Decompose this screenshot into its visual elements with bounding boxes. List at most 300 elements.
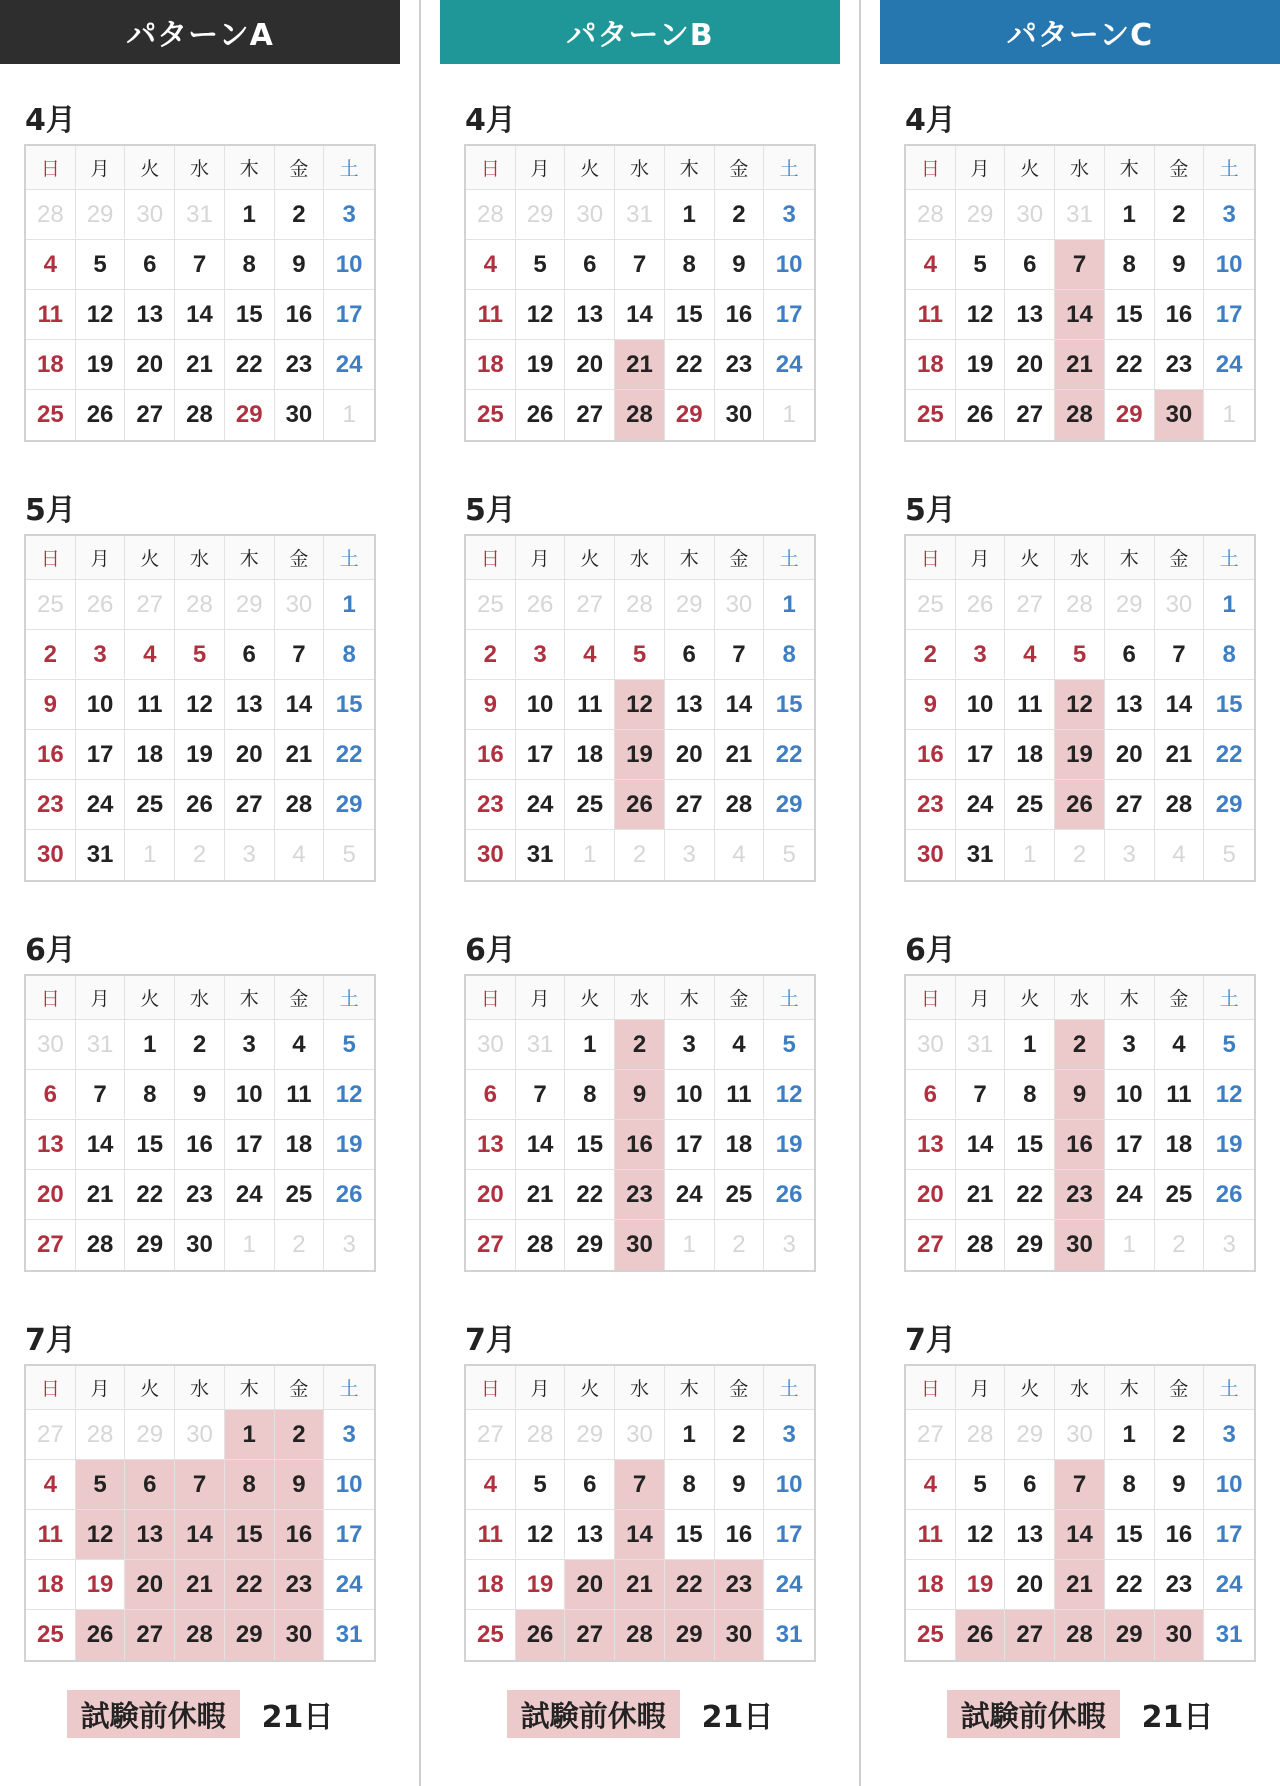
day-cell: 20 [565,340,615,390]
day-cell-exam-leave: 12 [1055,680,1105,730]
day-cell: 1 [764,580,814,630]
day-cell: 2 [715,190,765,240]
day-cell: 10 [1204,240,1254,290]
weekday-header: 土 [1204,976,1254,1020]
day-cell: 14 [76,1120,126,1170]
day-cell: 31 [1215,1621,1243,1648]
day-cell: 29 [665,390,715,440]
month-label: 7月 [465,1323,516,1358]
day-cell: 14 [175,290,225,340]
weekday-header: 火 [565,1366,615,1410]
day-cell-exam-leave: 14 [1055,290,1105,340]
weekday-header: 水 [615,536,665,580]
day-cell-outside-month: 27 [565,580,615,630]
day-cell: 15 [665,290,715,340]
weekday-header: 土 [324,976,374,1020]
day-cell-outside-month: 2 [715,1220,765,1270]
month-label: 4月 [465,103,516,138]
day-cell: 19 [956,340,1006,390]
weekday-header: 金 [715,1366,765,1410]
month-calendar [464,534,816,882]
day-cell: 8 [225,240,275,290]
day-cell-exam-leave: 16 [1055,1120,1105,1170]
day-cell: 7 [615,240,665,290]
day-cell-outside-month: 30 [1155,580,1205,630]
day-cell: 31 [76,830,126,880]
month-calendar [24,1364,376,1662]
day-cell: 30 [26,830,76,880]
day-cell: 18 [275,1120,325,1170]
day-cell: 5 [324,1020,374,1070]
weekday-header: 火 [1005,146,1055,190]
day-cell: 9 [275,240,325,290]
day-cell: 5 [1055,630,1105,680]
day-cell: 15 [764,680,814,730]
day-cell: 4 [26,1460,76,1510]
day-cell: 21 [956,1170,1006,1220]
day-cell: 23 [175,1170,225,1220]
day-cell-exam-leave: 2 [275,1410,325,1460]
day-cell: 31 [775,1621,803,1648]
weekday-header: 火 [125,146,175,190]
day-cell: 21 [275,730,325,780]
day-cell: 4 [906,240,956,290]
day-cell: 17 [764,1510,814,1560]
day-cell: 1 [1005,1020,1055,1070]
day-cell: 12 [516,290,566,340]
day-cell: 31 [956,830,1006,880]
weekday-header: 水 [1055,536,1105,580]
day-cell: 3 [1105,1020,1155,1070]
day-cell-outside-month: 29 [516,190,566,240]
day-cell: 1 [225,190,275,240]
weekday-header: 月 [76,1366,126,1410]
day-cell: 1 [324,580,374,630]
weekday-header: 火 [1005,1366,1055,1410]
legend-exam-leave-tag: 試験前休暇 [947,1690,1120,1738]
day-cell: 29 [1204,780,1254,830]
day-cell-exam-leave: 27 [125,1610,175,1660]
day-cell-outside-month: 30 [275,580,325,630]
day-cell: 18 [466,1560,516,1610]
day-cell-exam-leave: 20 [125,1560,175,1610]
weekday-header: 水 [615,976,665,1020]
day-cell-outside-month: 25 [466,580,516,630]
day-cell-outside-month: 1 [782,401,796,428]
day-cell-outside-month: 30 [715,580,765,630]
day-cell: 3 [516,630,566,680]
month-label: 7月 [905,1323,956,1358]
day-cell-outside-month: 30 [906,1020,956,1070]
day-cell-outside-month: 30 [466,1020,516,1070]
day-cell: 13 [225,680,275,730]
day-cell: 2 [906,630,956,680]
day-cell: 10 [76,680,126,730]
month-label: 4月 [25,103,76,138]
day-cell: 27 [26,1220,76,1270]
weekday-header: 木 [225,146,275,190]
day-cell: 29 [324,780,374,830]
day-cell-exam-leave: 15 [225,1510,275,1560]
day-cell: 4 [906,1460,956,1510]
day-cell: 28 [175,390,225,440]
day-cell: 22 [1105,1560,1155,1610]
day-cell-exam-leave: 27 [1005,1610,1055,1660]
day-cell: 14 [715,680,765,730]
day-cell: 5 [76,240,126,290]
day-cell: 24 [324,1560,374,1610]
month-label: 6月 [905,933,956,968]
weekday-header: 金 [1155,976,1205,1020]
day-cell-exam-leave: 26 [76,1610,126,1660]
day-cell: 7 [76,1070,126,1120]
day-cell: 15 [665,1510,715,1560]
day-cell: 14 [615,290,665,340]
day-cell-exam-leave: 21 [1055,1560,1105,1610]
day-cell: 17 [324,290,374,340]
day-cell: 28 [1155,780,1205,830]
day-cell: 3 [76,630,126,680]
day-cell-exam-leave: 21 [615,1560,665,1610]
day-cell: 25 [125,780,175,830]
day-cell: 17 [76,730,126,780]
day-cell-exam-leave: 22 [225,1560,275,1610]
day-cell: 2 [466,630,516,680]
day-cell: 15 [565,1120,615,1170]
day-cell-exam-leave: 27 [565,1610,615,1660]
day-cell-outside-month: 4 [715,830,765,880]
weekday-header: 日 [466,1366,516,1410]
day-cell: 16 [715,290,765,340]
weekday-header: 木 [665,976,715,1020]
weekday-header: 水 [175,1366,225,1410]
day-cell: 4 [466,240,516,290]
day-cell-outside-month: 27 [125,580,175,630]
day-cell-exam-leave: 30 [1055,1220,1105,1270]
day-cell: 15 [1204,680,1254,730]
day-cell: 29 [125,1220,175,1270]
day-cell: 26 [956,390,1006,440]
day-cell: 10 [764,1460,814,1510]
day-cell: 17 [324,1510,374,1560]
legend [440,1690,840,1738]
day-cell: 28 [275,780,325,830]
day-cell: 26 [76,390,126,440]
day-cell: 20 [125,340,175,390]
day-cell: 29 [1005,1220,1055,1270]
day-cell-exam-leave: 23 [1055,1170,1105,1220]
day-cell-outside-month: 30 [125,190,175,240]
day-cell: 30 [906,830,956,880]
day-cell: 26 [516,390,566,440]
day-cell-outside-month: 29 [956,190,1006,240]
day-cell: 8 [565,1070,615,1120]
day-cell: 15 [125,1120,175,1170]
day-cell-outside-month: 28 [1055,580,1105,630]
day-cell: 28 [76,1220,126,1270]
day-cell: 31 [335,1621,363,1648]
day-cell-outside-month: 26 [516,580,566,630]
day-cell: 13 [26,1120,76,1170]
day-cell-outside-month: 1 [665,1220,715,1270]
day-cell: 4 [275,1020,325,1070]
day-cell: 10 [1105,1070,1155,1120]
weekday-header: 金 [1155,1366,1205,1410]
day-cell: 4 [715,1020,765,1070]
weekday-header: 金 [275,976,325,1020]
day-cell-outside-month: 30 [1005,190,1055,240]
day-cell: 16 [1155,290,1205,340]
day-cell: 6 [565,240,615,290]
day-cell: 12 [516,1510,566,1560]
pattern-column-c [880,0,1280,1786]
day-cell: 25 [715,1170,765,1220]
day-cell: 24 [225,1170,275,1220]
weekday-header: 月 [516,536,566,580]
day-cell: 22 [125,1170,175,1220]
day-cell: 25 [466,390,516,440]
weekday-header: 火 [1005,976,1055,1020]
day-cell: 8 [1005,1070,1055,1120]
day-cell: 16 [715,1510,765,1560]
day-cell: 7 [175,240,225,290]
weekday-header: 木 [1105,1366,1155,1410]
day-cell-outside-month: 30 [26,1020,76,1070]
month-calendar [24,144,376,442]
day-cell-exam-leave: 12 [76,1510,126,1560]
day-cell: 27 [125,390,175,440]
day-cell: 17 [956,730,1006,780]
day-cell-outside-month: 1 [565,830,615,880]
day-cell: 18 [906,340,956,390]
day-cell: 8 [1204,630,1254,680]
day-cell: 30 [275,390,325,440]
day-cell: 27 [906,1220,956,1270]
day-cell: 9 [906,680,956,730]
day-cell: 2 [715,1410,765,1460]
day-cell: 22 [324,730,374,780]
day-cell-outside-month: 2 [175,830,225,880]
weekday-header: 土 [1204,536,1254,580]
day-cell: 4 [1155,1020,1205,1070]
day-cell: 21 [76,1170,126,1220]
day-cell: 19 [1204,1120,1254,1170]
day-cell: 5 [615,630,665,680]
day-cell-outside-month: 28 [175,580,225,630]
day-cell: 24 [665,1170,715,1220]
pattern-column-a [0,0,400,1786]
weekday-header: 火 [1005,536,1055,580]
weekday-header: 水 [615,146,665,190]
day-cell: 8 [1105,1460,1155,1510]
day-cell-outside-month: 2 [615,830,665,880]
day-cell: 11 [26,1510,76,1560]
month-calendar [464,144,816,442]
day-cell: 2 [175,1020,225,1070]
day-cell: 18 [1005,730,1055,780]
day-cell: 6 [466,1070,516,1120]
day-cell: 7 [516,1070,566,1120]
legend-exam-leave-tag: 試験前休暇 [507,1690,680,1738]
day-cell: 6 [1105,630,1155,680]
day-cell-outside-month: 28 [466,190,516,240]
weekday-header: 水 [175,146,225,190]
day-cell-outside-month: 25 [26,580,76,630]
day-cell-outside-month: 28 [76,1410,126,1460]
day-cell: 10 [516,680,566,730]
weekday-header: 木 [665,146,715,190]
weekday-header: 火 [565,146,615,190]
day-cell-exam-leave: 23 [275,1560,325,1610]
day-cell-exam-leave: 29 [1105,1610,1155,1660]
day-cell: 15 [1105,290,1155,340]
month-calendar [904,144,1256,442]
day-cell: 23 [26,780,76,830]
day-cell-exam-leave: 13 [125,1510,175,1560]
weekday-header: 水 [1055,976,1105,1020]
day-cell: 11 [1155,1070,1205,1120]
day-cell-outside-month: 3 [665,830,715,880]
day-cell: 23 [275,340,325,390]
day-cell-exam-leave: 22 [665,1560,715,1610]
day-cell-exam-leave: 9 [275,1460,325,1510]
day-cell: 14 [1155,680,1205,730]
month-calendar [904,974,1256,1272]
day-cell-exam-leave: 7 [175,1460,225,1510]
day-cell: 2 [26,630,76,680]
column-divider [859,0,861,1786]
month-label: 5月 [25,493,76,528]
weekday-header: 木 [1105,536,1155,580]
day-cell-outside-month: 27 [906,1410,956,1460]
day-cell: 8 [764,630,814,680]
day-cell: 31 [516,830,566,880]
day-cell: 1 [665,1410,715,1460]
legend [0,1690,400,1738]
day-cell-outside-month: 29 [1005,1410,1055,1460]
legend-day-count: 21日 [701,1700,774,1735]
day-cell: 15 [1105,1510,1155,1560]
day-cell-outside-month: 30 [565,190,615,240]
day-cell: 4 [1005,630,1055,680]
day-cell: 16 [466,730,516,780]
day-cell: 17 [1105,1120,1155,1170]
weekday-header: 水 [1055,1366,1105,1410]
day-cell: 6 [1005,1460,1055,1510]
month-label: 4月 [905,103,956,138]
day-cell: 22 [565,1170,615,1220]
day-cell: 30 [715,390,765,440]
day-cell-outside-month: 1 [125,830,175,880]
day-cell: 17 [665,1120,715,1170]
day-cell: 5 [956,1460,1006,1510]
weekday-header: 金 [715,146,765,190]
day-cell: 11 [565,680,615,730]
month-calendar [24,534,376,882]
weekday-header: 水 [615,1366,665,1410]
day-cell-outside-month: 29 [125,1410,175,1460]
day-cell: 18 [26,340,76,390]
day-cell-outside-month: 27 [466,1410,516,1460]
day-cell-outside-month: 3 [1222,1231,1236,1258]
day-cell: 21 [715,730,765,780]
day-cell-exam-leave: 21 [1055,340,1105,390]
day-cell: 12 [175,680,225,730]
day-cell: 1 [125,1020,175,1070]
day-cell-outside-month: 31 [956,1020,1006,1070]
month-label: 5月 [465,493,516,528]
day-cell: 5 [956,240,1006,290]
day-cell-exam-leave: 23 [615,1170,665,1220]
weekday-header: 日 [906,146,956,190]
day-cell: 8 [125,1070,175,1120]
weekday-header: 月 [76,536,126,580]
month-label: 7月 [25,1323,76,1358]
day-cell: 7 [956,1070,1006,1120]
day-cell: 12 [956,1510,1006,1560]
day-cell: 18 [125,730,175,780]
day-cell: 3 [225,1020,275,1070]
pattern-header-b: パターンB [440,0,840,64]
legend-day-count: 21日 [261,1700,334,1735]
day-cell: 6 [125,240,175,290]
pattern-column-b [440,0,840,1786]
day-cell: 26 [324,1170,374,1220]
day-cell: 16 [275,290,325,340]
day-cell: 3 [324,190,374,240]
day-cell: 23 [1155,340,1205,390]
day-cell-exam-leave: 7 [1055,1460,1105,1510]
day-cell: 27 [565,390,615,440]
day-cell: 16 [26,730,76,780]
day-cell: 18 [1155,1120,1205,1170]
day-cell: 21 [516,1170,566,1220]
day-cell-outside-month: 28 [956,1410,1006,1460]
day-cell: 7 [275,630,325,680]
day-cell: 8 [665,240,715,290]
day-cell-outside-month: 1 [1222,401,1236,428]
day-cell-outside-month: 26 [76,580,126,630]
day-cell: 11 [26,290,76,340]
day-cell-outside-month: 28 [906,190,956,240]
day-cell-exam-leave: 2 [1055,1020,1105,1070]
pattern-header-c: パターンC [880,0,1280,64]
day-cell: 27 [665,780,715,830]
day-cell: 25 [26,390,76,440]
day-cell-exam-leave: 14 [1055,1510,1105,1560]
day-cell: 6 [26,1070,76,1120]
weekday-header: 水 [175,976,225,1020]
day-cell-exam-leave: 28 [175,1610,225,1660]
day-cell: 29 [225,390,275,440]
weekday-header: 木 [1105,976,1155,1020]
day-cell: 18 [466,340,516,390]
day-cell-exam-leave: 9 [615,1070,665,1120]
day-cell-outside-month: 1 [1105,1220,1155,1270]
day-cell: 12 [1204,1070,1254,1120]
day-cell-exam-leave: 5 [76,1460,126,1510]
day-cell: 18 [26,1560,76,1610]
day-cell: 29 [764,780,814,830]
day-cell-outside-month: 31 [615,190,665,240]
weekday-header: 日 [906,976,956,1020]
day-cell-outside-month: 3 [782,1231,796,1258]
day-cell-outside-month: 5 [342,841,356,868]
day-cell-exam-leave: 7 [1055,240,1105,290]
day-cell: 9 [715,240,765,290]
day-cell: 26 [1204,1170,1254,1220]
day-cell: 28 [715,780,765,830]
